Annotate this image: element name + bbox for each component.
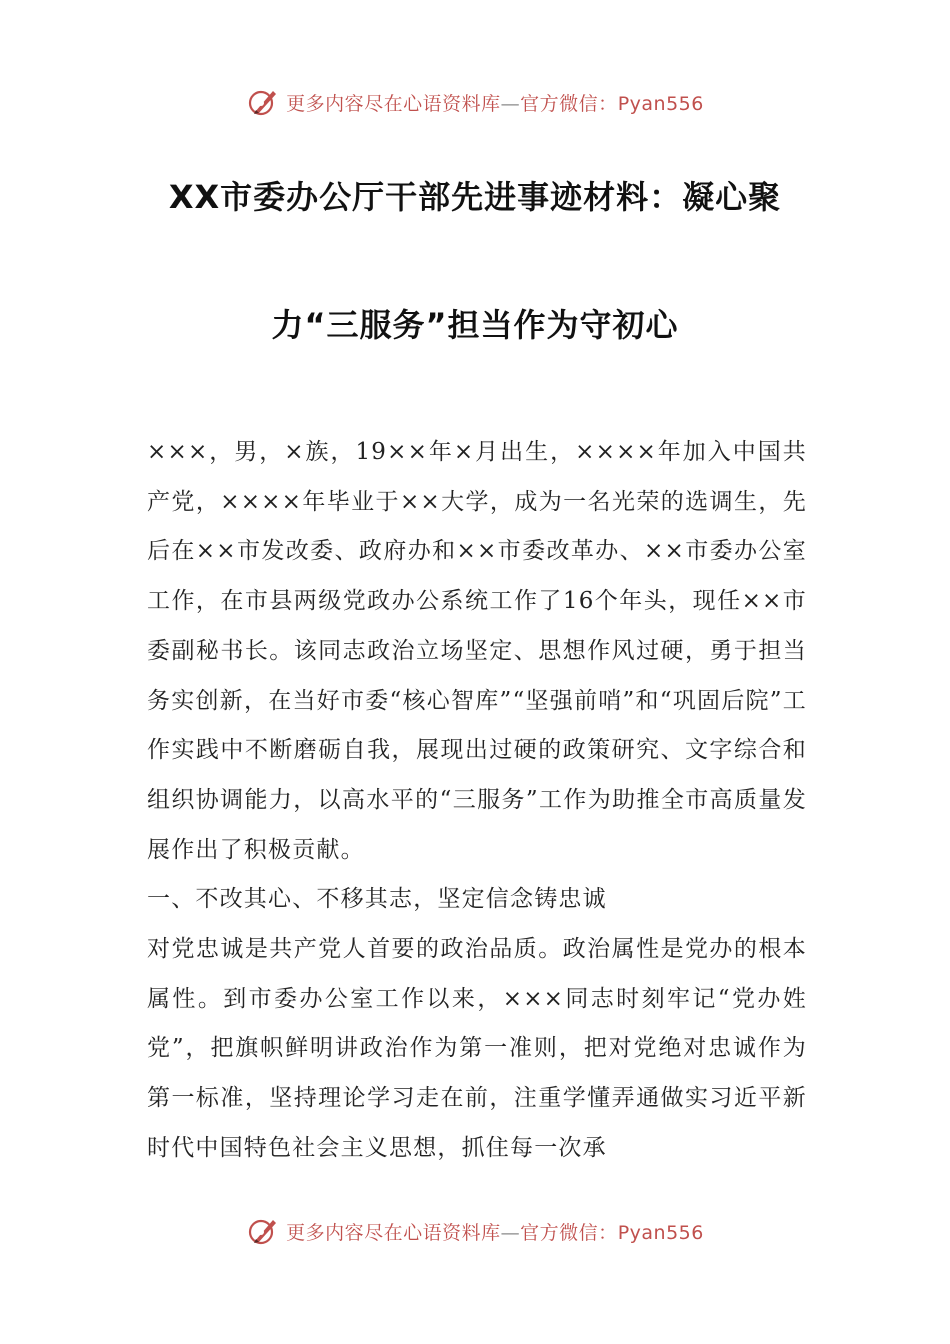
pen-logo-icon [246,85,280,119]
document-title-line-1: XX市委办公厅干部先进事迹材料：凝心聚 [168,178,782,216]
document-title-line-2: 力“三服务”担当作为守初心 [271,306,679,344]
intro-paragraph: ×××，男，×族，19××年×月出生，××××年加入中国共产党，××××年毕业于××大学，成为一名光荣的选调生，先后在××市发改委、政府办和××市委改革办、××市委办公室工作，在市县两级党政办公系统工作了16个年头，现任××市委副秘书长。该同志政治立场坚定、思想作风过硬，勇于担当务实创新，在当好市委“核心智库”“坚强前哨”和“巩固后院”工作实践中不断磨砺自我，展现出过硬的政策研究、文字综合和组织协调能力，以高水平的“三服务”工作为助推全市高质量发展作出了积极贡献。 [147,439,807,863]
watermark-text: 更多内容尽在心语资料库—官方微信：Pyan556 [286,1221,704,1244]
pen-logo-icon [246,1214,280,1248]
header-watermark [0,82,950,122]
section-1-heading: 一、不改其心、不移其志，坚定信念铸忠诚 [147,886,607,913]
section-1-paragraph: 对党忠诚是共产党人首要的政治品质。政治属性是党办的根本属性。到市委办公室工作以来，×××同志时刻牢记“党办姓党”，把旗帜鲜明讲政治作为第一准则，把对党绝对忠诚作为第一标准，坚持理论学习走在前，注重学懂弄通做实习近平新时代中国特色社会主义思想，抓住每一次承 [147,936,807,1161]
footer-watermark [0,1211,950,1251]
watermark-text: 更多内容尽在心语资料库—官方微信：Pyan556 [286,92,704,115]
document-body [147,428,807,1174]
